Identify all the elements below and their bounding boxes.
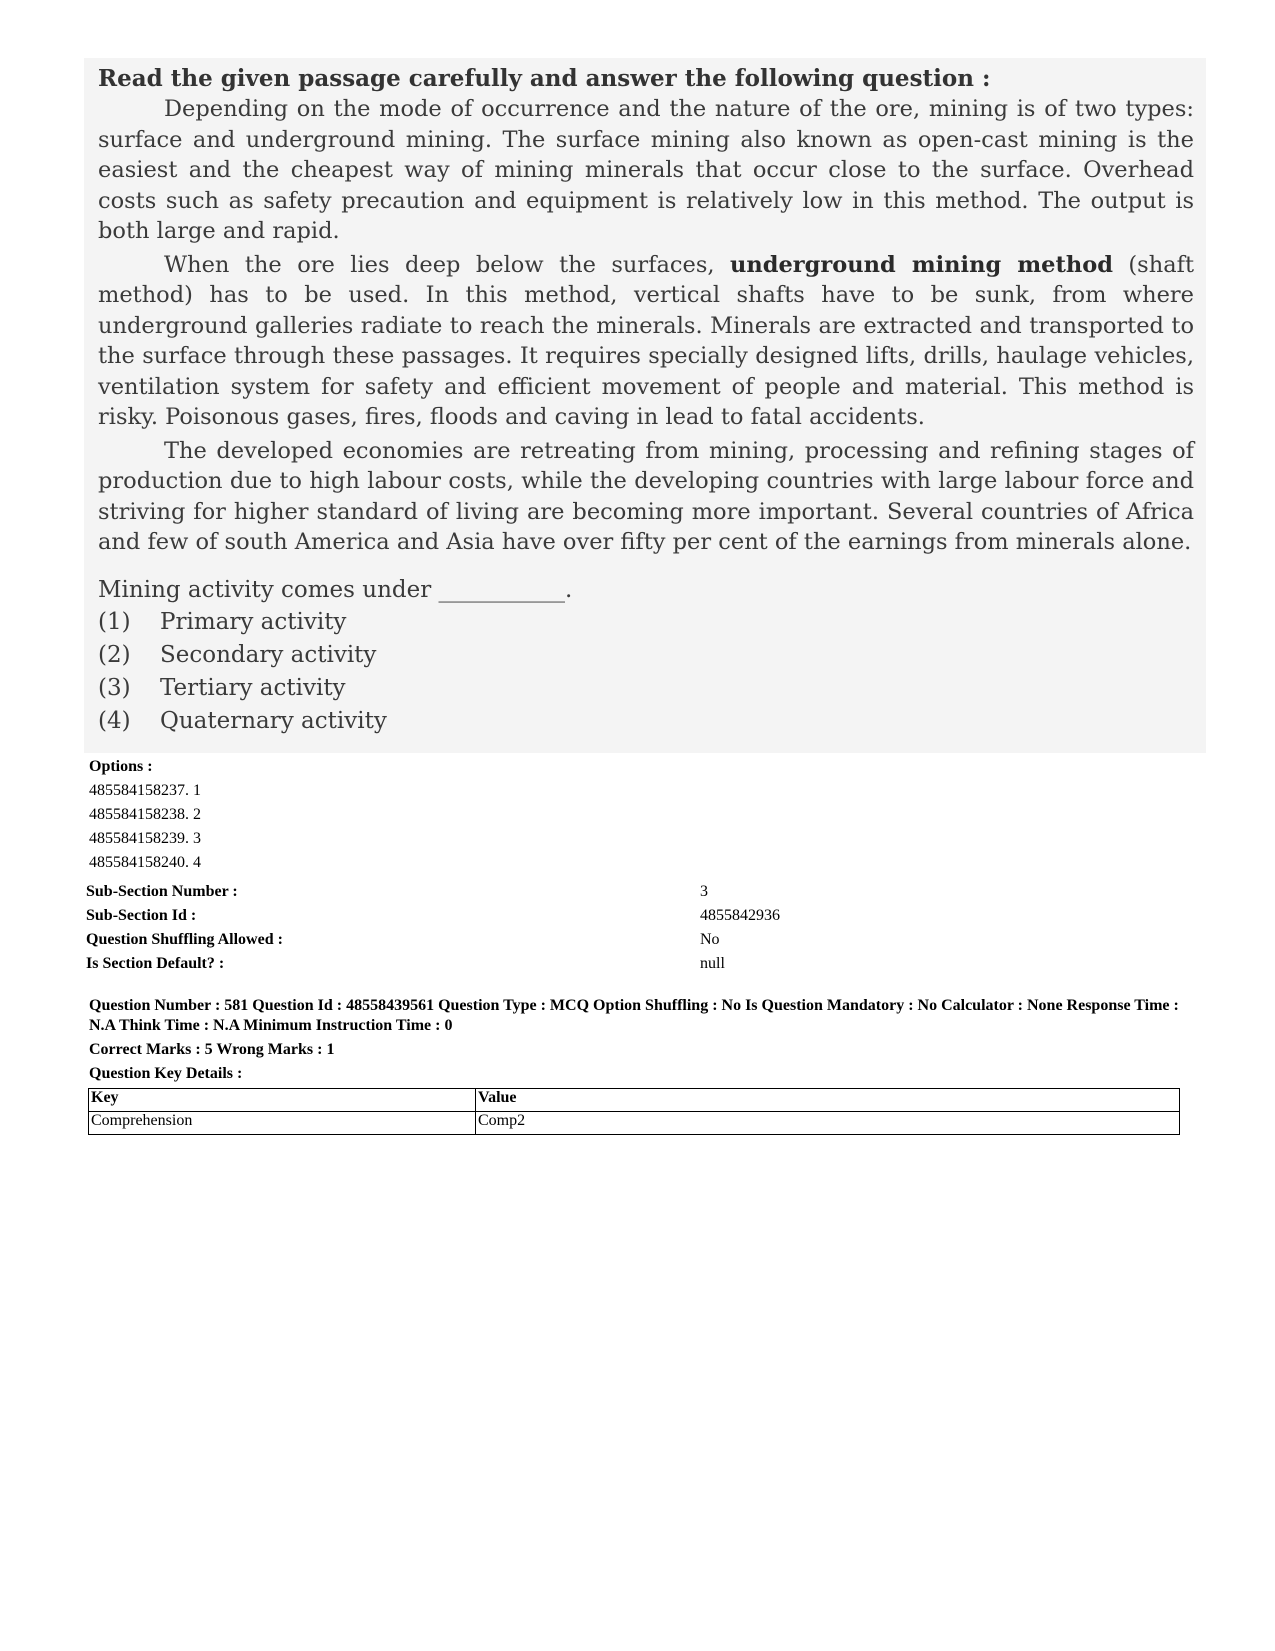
passage-paragraph-3: The developed economies are retreating from mining, processing and refining stages of production due to high labour costs, while the developing countries with large labour force and striving for higher standard of living are becoming more important. Several countries of Africa and few of south America and Asia have over fifty per cent of the earnings from minerals alone. [98, 437, 1194, 555]
option-item: 485584158240. 4 [89, 854, 201, 871]
table-header-key: Key [89, 1089, 476, 1112]
choice-1 [98, 606, 1194, 639]
choice-number: (2) [98, 641, 131, 668]
options-block [89, 755, 201, 875]
subsection-value: 3 [700, 883, 708, 900]
option-item: 485584158239. 3 [89, 830, 201, 847]
subsection-key: Is Section Default? : [86, 955, 225, 972]
choice-number: (1) [98, 608, 131, 635]
paragraph-2-bold-term: underground mining method [730, 251, 1113, 278]
choice-2 [98, 639, 1194, 672]
subsection-row [86, 928, 1186, 952]
question-info [89, 996, 1199, 1088]
options-label: Options : [89, 758, 153, 775]
table-cell-key: Comprehension [89, 1112, 476, 1135]
question-key-table [88, 1088, 1180, 1135]
choice-text: Secondary activity [160, 641, 377, 668]
table-row [89, 1112, 1180, 1135]
question-info-line: Question Number : 581 Question Id : 48558439561 Question Type : MCQ Option Shuffling : No Is Question Mandatory : No Calculator : None Response Time : N.A Think Time : N.A Minimum Instruction Time : 0 [89, 997, 1179, 1034]
question-stem: Mining activity comes under ___________. [98, 576, 573, 603]
subsection-row [86, 880, 1186, 904]
choice-number: (4) [98, 707, 131, 734]
passage-paragraph-1: Depending on the mode of occurrence and the nature of the ore, mining is of two types: surface and underground mining. The surface mining also known as open-cast mining is the easiest and the cheapest way of mining minerals that occur close to the surface. Overhead costs such as safety precaution and equipment is relatively low in this method. The output is both large and rapid. [98, 96, 1194, 244]
subsection-value: No [700, 931, 720, 948]
marks-line: Correct Marks : 5 Wrong Marks : 1 [89, 1041, 335, 1058]
choice-text: Quaternary activity [160, 707, 387, 734]
choice-4 [98, 705, 1194, 738]
subsection-row [86, 952, 1186, 976]
subsection-row [86, 904, 1186, 928]
subsection-value: 4855842936 [700, 907, 780, 924]
subsection-key: Sub-Section Id : [86, 907, 197, 924]
passage-paragraph-2 [98, 250, 1194, 433]
choice-text: Tertiary activity [160, 674, 346, 701]
table-header-value: Value [476, 1089, 1180, 1112]
table-header-row [89, 1089, 1180, 1112]
passage-heading: Read the given passage carefully and answer the following question : [98, 65, 991, 92]
choice-number: (3) [98, 674, 131, 701]
paragraph-2-rest: (shaft method) has to be used. In this method, vertical shafts have to be sunk, from where underground galleries radiate to reach the minerals. Minerals are extracted and transported to the surface through these passages. It requires specially designed lifts, drills, haulage vehicles, ventilation system for safety and efficient movement of people and material. This method is risky. Poisonous gases, fires, floods and caving in lead to fatal accidents. [98, 251, 1195, 430]
choice-text: Primary activity [160, 608, 347, 635]
subsection-details [86, 880, 1186, 976]
key-details-label: Question Key Details : [89, 1065, 243, 1082]
subsection-key: Sub-Section Number : [86, 883, 238, 900]
choice-3 [98, 672, 1194, 705]
passage-image [84, 58, 1206, 753]
paragraph-2-start: When the ore lies deep below the surfaces, [164, 251, 731, 278]
subsection-value: null [700, 955, 725, 972]
subsection-key: Question Shuffling Allowed : [86, 931, 283, 948]
table-cell-value: Comp2 [476, 1112, 1180, 1135]
option-item: 485584158238. 2 [89, 806, 201, 823]
option-item: 485584158237. 1 [89, 782, 201, 799]
